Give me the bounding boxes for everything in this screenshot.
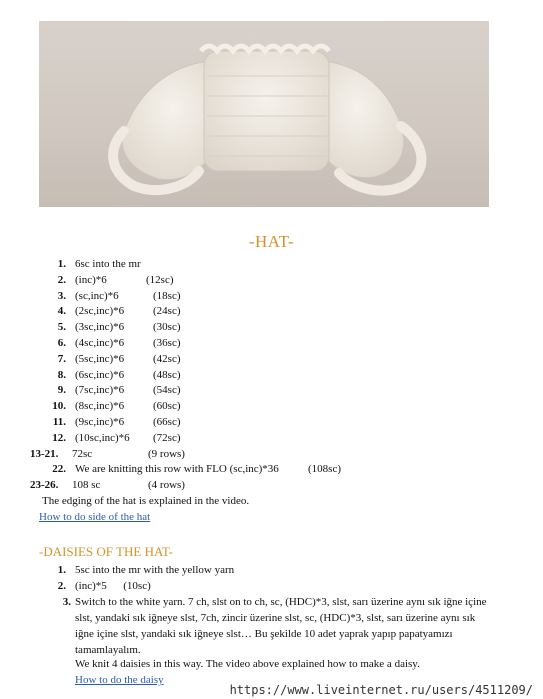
- hat-row-stitch-count: (18sc): [153, 289, 181, 302]
- hat-row-number: 5.: [57, 321, 66, 334]
- hat-row-number: 4.: [57, 305, 66, 318]
- hat-row-number: 3.: [57, 289, 66, 302]
- daisies-title: -DAISIES OF THE HAT-: [39, 544, 173, 559]
- hat-row-number: 1.: [57, 258, 66, 270]
- hat-row-instruction: (10sc,inc)*6: [75, 431, 130, 444]
- hat-note: The edging of the hat is explained in the video.: [42, 495, 250, 507]
- hat-row-stitch-count: (9 rows): [148, 447, 185, 460]
- hat-row-stitch-count: (60sc): [153, 400, 181, 413]
- hat-row-number: 9.: [57, 384, 66, 397]
- hat-row-instruction: 72sc: [72, 447, 93, 460]
- hat-row-instruction: (inc)*6: [75, 273, 107, 286]
- hat-row-number: 6.: [57, 337, 66, 349]
- hat-row-stitch-count: (108sc): [308, 463, 341, 476]
- hat-row-number: 13-21.: [30, 447, 59, 460]
- daisy-row-number: 2.: [57, 580, 66, 592]
- hat-row-instruction: (8sc,inc)*6: [75, 400, 125, 413]
- hat-row-stitch-count: (72sc): [153, 431, 181, 444]
- hat-row-number: 7.: [57, 352, 66, 365]
- hat-row-instruction: (sc,inc)*6: [75, 289, 119, 302]
- watermark-url: https://www.liveinternet.ru/users/4511209/: [229, 683, 533, 697]
- hat-row-number: 22.: [52, 463, 66, 476]
- hat-row-stitch-count: (42sc): [153, 352, 181, 365]
- daisy-row-instruction: 5sc into the mr with the yellow yarn: [75, 564, 235, 576]
- hat-row-instruction: (3sc,inc)*6: [75, 321, 125, 334]
- hat-row-instruction: We are knitting this row with FLO (sc,inc)*36: [75, 463, 279, 476]
- hat-row-stitch-count: (12sc): [146, 273, 174, 286]
- hat-row-instruction: (6sc,inc)*6: [75, 368, 125, 381]
- hat-row-number: 8.: [57, 368, 66, 381]
- daisy-step-3-text: Switch to the white yarn. 7 ch, slst on to ch, sc, (HDC)*3, slst, sarı üzerine aynı sık iğne içine slst, yandaki sık iğneye slst, 7ch, zincir üzerine slst, sc, (HDC)*3, slst, sarı üzerine aynı sık iğne içine slst, yandaki sık iğneye slst… Bu şekilde 10 adet yaprak yapıp papatyamızı tamamlayalım.: [75, 596, 487, 656]
- hat-row-instruction: 6sc into the mr: [75, 258, 141, 270]
- hat-row-instruction: (9sc,inc)*6: [75, 416, 125, 428]
- daisy-row-instruction: (inc)*5 (10sc): [75, 580, 151, 592]
- hat-video-link[interactable]: How to do side of the hat: [39, 511, 151, 523]
- hat-row-stitch-count: (54sc): [153, 384, 181, 397]
- daisy-step-3-extra: We knit 4 daisies in this way. The video above explained how to make a daisy.: [75, 658, 420, 670]
- hat-row-number: 11.: [52, 416, 66, 428]
- hat-row-stitch-count: (4 rows): [148, 479, 185, 492]
- hat-row-instruction: 108 sc: [72, 479, 101, 492]
- hat-row-instruction: (2sc,inc)*6: [75, 305, 125, 318]
- daisy-video-link[interactable]: How to do the daisy: [75, 674, 164, 686]
- daisy-row-number: 1.: [57, 564, 66, 576]
- hat-row-number: 23-26.: [30, 479, 59, 492]
- hat-row-stitch-count: (36sc): [153, 337, 181, 349]
- hat-row-number: 2.: [57, 273, 66, 286]
- hat-row-number: 10.: [52, 400, 66, 413]
- hat-row-stitch-count: (48sc): [153, 368, 181, 381]
- hat-title: -HAT-: [248, 232, 295, 251]
- hat-row-instruction: (5sc,inc)*6: [75, 352, 125, 365]
- crochet-photo: [39, 21, 489, 207]
- hat-row-stitch-count: (24sc): [153, 305, 181, 318]
- hat-row-instruction: (4sc,inc)*6: [75, 337, 125, 349]
- hat-row-stitch-count: (30sc): [153, 321, 181, 334]
- hat-row-instruction: (7sc,inc)*6: [75, 384, 125, 397]
- hat-row-number: 12.: [52, 431, 66, 444]
- hat-row-stitch-count: (66sc): [153, 416, 181, 428]
